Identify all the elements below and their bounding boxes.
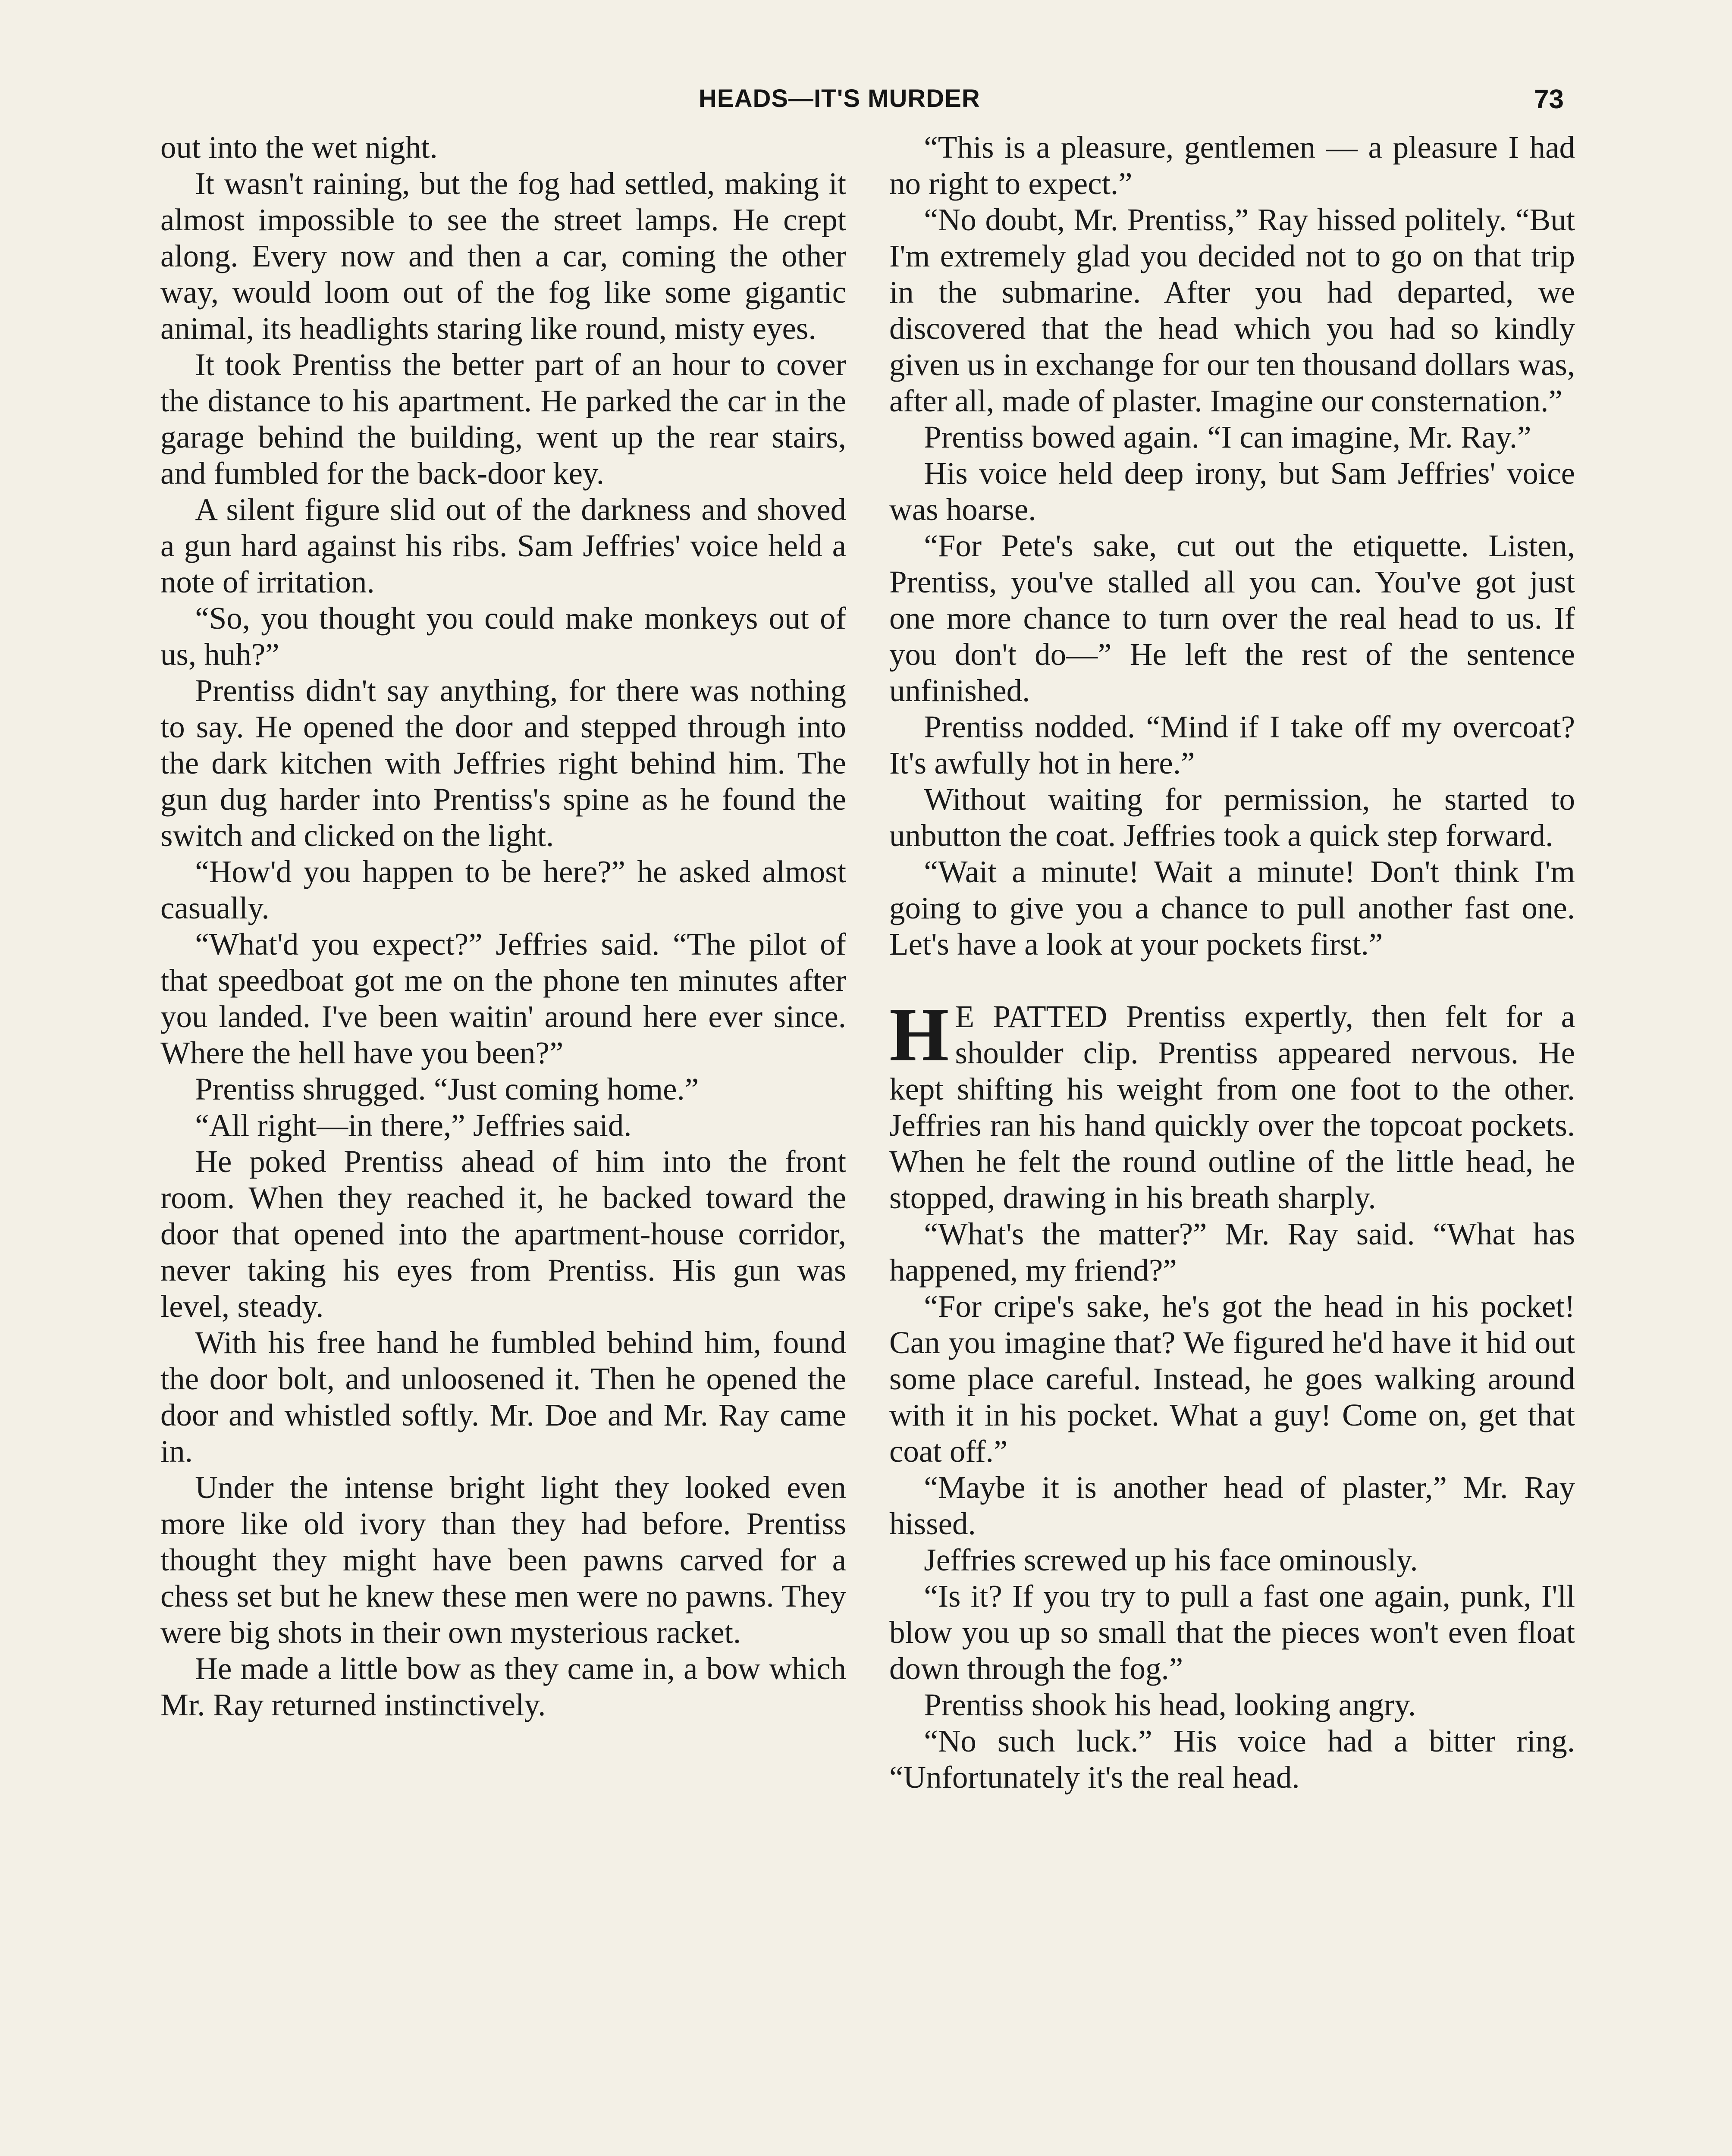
paragraph: “What's the matter?” Mr. Ray said. “What has happened, my friend?” bbox=[889, 1216, 1575, 1288]
page-number: 73 bbox=[1534, 85, 1564, 114]
paragraph: It took Prentiss the better part of an hour to cover the distance to his apartment. He parked the car in the garage behind the building, went up the rear stairs, and fumbled for the back-door key. bbox=[160, 347, 846, 491]
drop-cap-letter: H bbox=[889, 992, 949, 1077]
paragraph: With his free hand he fumbled behind him, found the door bolt, and unloosened it. Then he opened the door and whistled softly. Mr. Doe and Mr. Ray came in. bbox=[160, 1325, 846, 1469]
paragraph: out into the wet night. bbox=[160, 130, 438, 165]
left-text-column bbox=[160, 129, 846, 1723]
paragraph: His voice held deep irony, but Sam Jeffries' voice was hoarse. bbox=[889, 456, 1575, 527]
dropcap-paragraph bbox=[889, 992, 1575, 1216]
paragraph: “This is a pleasure, gentlemen — a pleasure I had no right to expect.” bbox=[889, 130, 1575, 201]
paragraph: “All right—in there,” Jeffries said. bbox=[195, 1108, 632, 1143]
dropcap-paragraph-text: E PATTED Prentiss expertly, then felt for a shoulder clip. Prentiss appeared nervous. He kept shifting his weight from one foot to the other. Jeffries ran his hand quickly over the topcoat pockets. When he felt the round outline of the little head, he stopped, drawing in his breath sharply. bbox=[889, 999, 1575, 1215]
paragraph: “How'd you happen to be here?” he asked almost casually. bbox=[160, 854, 846, 925]
paragraph: Under the intense bright light they looked even more like old ivory than they had before. Prentiss thought they might have been pawns carved for a chess set but he knew these men were no pawns. They were big shots in their own mysterious racket. bbox=[160, 1470, 846, 1650]
paragraph: It wasn't raining, but the fog had settled, making it almost impossible to see the street lamps. He crept along. Every now and then a car, coming the other way, would loom out of the fog like some gigantic animal, its headlights staring like round, misty eyes. bbox=[160, 166, 846, 346]
paragraph: Prentiss shook his head, looking angry. bbox=[924, 1687, 1416, 1722]
paragraph: “For cripe's sake, he's got the head in his pocket! Can you imagine that? We figured he'd have it hid out some place careful. Instead, he goes walking around with it in his pocket. What a guy! Come on, get that coat off.” bbox=[889, 1289, 1575, 1469]
paragraph: Prentiss bowed again. “I can imagine, Mr. Ray.” bbox=[924, 420, 1531, 454]
section-break bbox=[889, 962, 1575, 999]
paragraph: A silent figure slid out of the darkness and shoved a gun hard against his ribs. Sam Jeffries' voice held a note of irritation. bbox=[160, 492, 846, 599]
paragraph: “What'd you expect?” Jeffries said. “The pilot of that speedboat got me on the phone ten minutes after you landed. I've been waitin' around here ever since. Where the hell have you been?” bbox=[160, 927, 846, 1070]
paragraph: He made a little bow as they came in, a bow which Mr. Ray returned instinctively. bbox=[160, 1651, 846, 1722]
paragraph: “Is it? If you try to pull a fast one again, punk, I'll blow you up so small that the pieces won't even float down through the fog.” bbox=[889, 1579, 1575, 1686]
paragraph: Prentiss shrugged. “Just coming home.” bbox=[195, 1072, 699, 1106]
paragraph: Prentiss didn't say anything, for there was nothing to say. He opened the door and stepped through into the dark kitchen with Jeffries right behind him. The gun dug harder into Prentiss's spine as he found the switch and clicked on the light. bbox=[160, 673, 846, 853]
paragraph: “Maybe it is another head of plaster,” Mr. Ray hissed. bbox=[889, 1470, 1575, 1541]
paragraph: Prentiss nodded. “Mind if I take off my overcoat? It's awfully hot in here.” bbox=[889, 709, 1575, 780]
paragraph: “For Pete's sake, cut out the etiquette. Listen, Prentiss, you've stalled all you can. You've got just one more chance to turn over the real head to us. If you don't do—” He left the rest of the sentence unfinished. bbox=[889, 528, 1575, 708]
paragraph: “No doubt, Mr. Prentiss,” Ray hissed politely. “But I'm extremely glad you decided not to go on that trip in the submarine. After you had departed, we discovered that the head which you had so kindly given us in exchange for our ten thousand dollars was, after all, made of plaster. Imagine our consternation.” bbox=[889, 202, 1575, 418]
paragraph: He poked Prentiss ahead of him into the front room. When they reached it, he backed toward the door that opened into the apartment-house corridor, never taking his eyes from Prentiss. His gun was level, steady. bbox=[160, 1144, 846, 1324]
paragraph: Without waiting for permission, he started to unbutton the coat. Jeffries took a quick step forward. bbox=[889, 782, 1575, 853]
paragraph: “No such luck.” His voice had a bitter ring. “Unfortunately it's the real head. bbox=[889, 1724, 1575, 1795]
paragraph: “Wait a minute! Wait a minute! Don't think I'm going to give you a chance to pull another fast one. Let's have a look at your pockets first.” bbox=[889, 854, 1575, 962]
right-text-column bbox=[889, 129, 1575, 1796]
running-head-title: HEADS—IT'S MURDER bbox=[699, 85, 980, 113]
paragraph: “So, you thought you could make monkeys out of us, huh?” bbox=[160, 601, 846, 672]
paragraph: Jeffries screwed up his face ominously. bbox=[924, 1542, 1418, 1577]
